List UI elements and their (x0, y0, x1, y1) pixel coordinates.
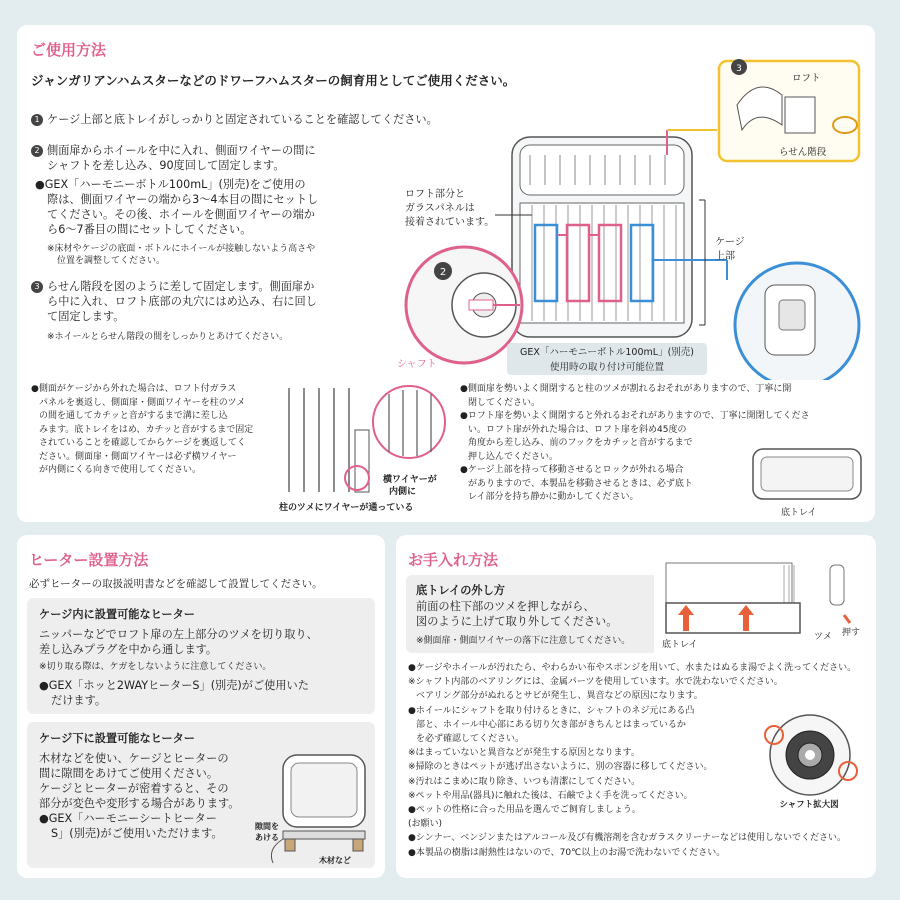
wire-caption: 柱のツメにワイヤーが通っている (279, 503, 414, 513)
wire-inner-2: 内側に (389, 487, 417, 497)
usage-panel (17, 25, 875, 522)
bottle-info (35, 177, 405, 237)
below-line-1: 木材などを使い、ケージとヒーターの (39, 752, 229, 765)
care-line-8: ※掃除のときはペットが逃げ出さないように、別の容器に移してください。 (408, 762, 713, 773)
care-line-12: (お願い) (408, 819, 443, 830)
usage-title: ご使用方法 (31, 41, 107, 59)
step2-line-1: 側面扉からホイールを中に入れ、側面ワイヤーの間に (47, 144, 316, 157)
care-line-7: ※はまっていないと異音などが発生する原因となります。 (408, 748, 640, 759)
push-label: 押す (842, 628, 861, 638)
care-line-2: ※シャフト内部のベアリングには、金属パーツを使用しています。水で洗わないでください。 (408, 677, 783, 688)
bottle-line-3: てください。その後、ホイールを側面ワイヤーの端か (47, 208, 315, 221)
warn-left-4: みます。底トレイをはめ、カチッと音がするまで固定 (39, 424, 254, 435)
care-title: お手入れ方法 (408, 551, 499, 569)
warn-right-5: 角度から差し込み、前のフックをカチッと音がするまで (468, 438, 693, 448)
wood-label: 木材など (319, 856, 351, 865)
inside-product-1: ●GEX「ホッと2WAYヒーターS」(別売)がご使用いた (39, 679, 309, 692)
warn-left-7: が内側にくる向きで使用してください。 (39, 465, 202, 475)
warn-right-6: 押し込んでください。 (468, 451, 559, 462)
warn-right-8: がありますので、本製品を移動させるときは、必ず底ト (468, 478, 693, 489)
heater-inside-note: ※切り取る際は、ケガをしないように注意してください。 (39, 662, 272, 672)
shaft-label: シャフト (397, 359, 437, 370)
inside-line-2: 差し込みプラグを中から通します。 (39, 643, 218, 656)
spiral-label: らせん階段 (779, 147, 827, 158)
step3-number: 3 (31, 281, 43, 293)
heater-below-text (39, 751, 279, 841)
step3-line-1: らせん階段を図のように差して固定します。側面扉か (47, 280, 315, 293)
loft-glass-line-2: ガラスパネルは (405, 203, 475, 214)
heater-below-diagram (255, 747, 373, 865)
tray-label: 底トレイ (781, 508, 817, 518)
heater-inside-text (39, 627, 374, 657)
inside-line-1: ニッパーなどでロフト扉の左上部分のツメを切り取り、 (39, 628, 318, 641)
tray-line-2: 図のように上げて取り外してください。 (416, 615, 618, 628)
warn-right-3: ●ロフト扉を勢いよく開閉すると外れるおそれがありますので、丁寧に開閉してくださ (460, 411, 810, 421)
step3 (31, 279, 401, 324)
wire-inner-1: 横ワイヤーが (383, 475, 437, 485)
care-line-1: ●ケージやホイールが汚れたら、やわらかい布やスポンジを用いて、水またはぬるま湯でよく洗ってください。 (408, 663, 857, 673)
tray-note: ※側面扉・側面ワイヤーの落下に注意してください。 (416, 636, 631, 646)
step2 (31, 143, 401, 173)
warn-right-9: レイ部分を持ち静かに動かしてください。 (468, 492, 639, 502)
warning-left (31, 383, 281, 478)
warn-left-3: の間を通してカチッと音がするまで溝に差し込 (39, 411, 228, 421)
care-line-9: ※汚れはこまめに取り除き、いつも清潔にしてください。 (408, 776, 641, 787)
tray-line-1: 前面の柱下部のツメを押しながら、 (416, 600, 595, 613)
warn-left-6: ださい。側面扉・側面ワイヤーは必ず横ワイヤー (39, 451, 237, 462)
inset-3-badge: 3 (736, 64, 742, 74)
tray-removal-diagram (654, 557, 870, 653)
step2-note (47, 243, 397, 267)
cage-diagram (387, 55, 862, 380)
below-line-3: ケージとヒーターが密着すると、その (39, 782, 229, 795)
below-line-5: ●GEX「ハーモニーシートヒーター (39, 812, 217, 825)
inside-product-2: だけます。 (51, 694, 107, 707)
bottle-line-1: ●GEX「ハーモニーボトル100mL」(別売)をご使用の (35, 178, 306, 191)
circle-2-badge: 2 (439, 267, 447, 278)
wire-diagram (279, 380, 459, 515)
tray-removal-label: 底トレイ (662, 640, 698, 650)
bottle-pos-line-1: GEX「ハーモニーボトル100mL」(別売) (520, 347, 694, 358)
bottle-line-2: 際は、側面ワイヤーの端から3～4本目の間にセットし (47, 193, 319, 206)
step1-text: ケージ上部と底トレイがしっかりと固定されていることを確認してください。 (47, 113, 438, 126)
warn-right-1: ●側面扉を勢いよく開閉すると柱のツメが割れるおそれがありますので、丁寧に開 (460, 384, 792, 394)
heater-inside-title: ケージ内に設置可能なヒーター (39, 608, 195, 621)
step3-line-3: て固定します。 (47, 310, 125, 323)
heater-below-title: ケージ下に設置可能なヒーター (39, 732, 195, 745)
tray-text (416, 599, 656, 629)
warn-left-1: ●側面がケージから外れた場合は、ロフト付ガラス (31, 384, 237, 394)
heater-intro: 必ずヒーターの取扱説明書などを確認して設置してください。 (29, 578, 323, 590)
care-line-5: 部と、ホイール中心部にある切り欠き部がきちんとはまっているか (416, 719, 686, 730)
note2-line-2: 位置を調整してください。 (57, 256, 166, 266)
loft-glass-line-1: ロフト部分と (405, 189, 465, 200)
shaft-zoom-label: シャフト拡大図 (779, 800, 839, 810)
step1 (31, 112, 438, 127)
care-line-11: ●ペットの性格に合った用品を選んでご飼育しましょう。 (408, 805, 641, 816)
claw-label: ツメ (814, 632, 832, 642)
care-line-4: ●ホイールにシャフトを取り付けるときに、シャフトのネジ元にある凸 (408, 705, 695, 716)
below-line-4: 部分が変色や変形する場合があります。 (39, 797, 240, 810)
step1-number: 1 (31, 114, 43, 126)
tray-diagram (745, 437, 870, 519)
warn-right-2: 閉してください。 (468, 397, 541, 408)
loft-label: ロフト (792, 73, 821, 84)
loft-glass-line-3: 接着されています。 (405, 217, 495, 228)
care-line-6: を必ず確認してください。 (416, 734, 525, 745)
step2-number: 2 (31, 145, 43, 157)
warn-right-7: ●ケージ上部を持って移動させるとロックが外れる場合 (460, 465, 684, 475)
warn-right-4: い。ロフト扉が外れた場合は、ロフト扉を斜め45度の (468, 424, 687, 435)
heater-panel (17, 535, 385, 878)
below-line-2: 間に隙間をあけてご使用ください。 (39, 767, 219, 780)
step2-line-2: シャフトを差し込み、90度回して固定します。 (47, 159, 285, 172)
heater-title: ヒーター設置方法 (29, 551, 149, 569)
care-line-3: ベアリング部分がぬれるとサビが発生し、異音などの原因になります。 (416, 691, 703, 702)
step3-note: ※ホイールとらせん階段の間をしっかりとあけてください。 (47, 332, 289, 342)
tray-title: 底トレイの外し方 (416, 584, 505, 597)
step3-line-2: ら中に入れ、ロフト底部の丸穴にはめ込み、右に回し (47, 295, 317, 308)
usage-intro: ジャンガリアンハムスターなどのドワーフハムスターの飼育用としてご使用ください。 (31, 73, 516, 88)
heater-inside-product (39, 678, 374, 708)
cage-top-label-2: 上部 (715, 251, 735, 262)
care-panel (396, 535, 876, 878)
warn-left-5: されていることを確認してからケージを裏返してく (39, 438, 246, 448)
care-line-10: ※ペットや用品(器具)に触れた後は、石鹸でよく手を洗ってください。 (408, 790, 693, 801)
below-line-6: S」(別売)がご使用いただけます。 (51, 827, 223, 840)
gap-label-2: あける (255, 833, 279, 842)
care-line-13: ●シンナー、ベンジンまたはアルコール及び有機溶剤を含むガラスクリーナーなどは使用しないでください。 (408, 833, 847, 844)
bottle-pos-line-2: 使用時の取り付け可能位置 (549, 362, 665, 373)
care-line-14: ●本製品の樹脂は耐熱性はないので、70℃以上のお湯で洗わないでください。 (408, 847, 726, 858)
gap-label-1: 隙間を (255, 822, 279, 831)
cage-top-label-1: ケージ (715, 237, 745, 248)
note2-line-1: ※床材やケージの底面・ボトルにホイールが接触しないよう高さや (47, 244, 316, 254)
shaft-zoom-diagram (746, 713, 872, 811)
warn-left-2: パネルを裏返し、側面扉・側面ワイヤーを柱のツメ (39, 397, 246, 408)
bottle-line-4: ら6～7番目の間にセットしてください。 (47, 223, 252, 236)
